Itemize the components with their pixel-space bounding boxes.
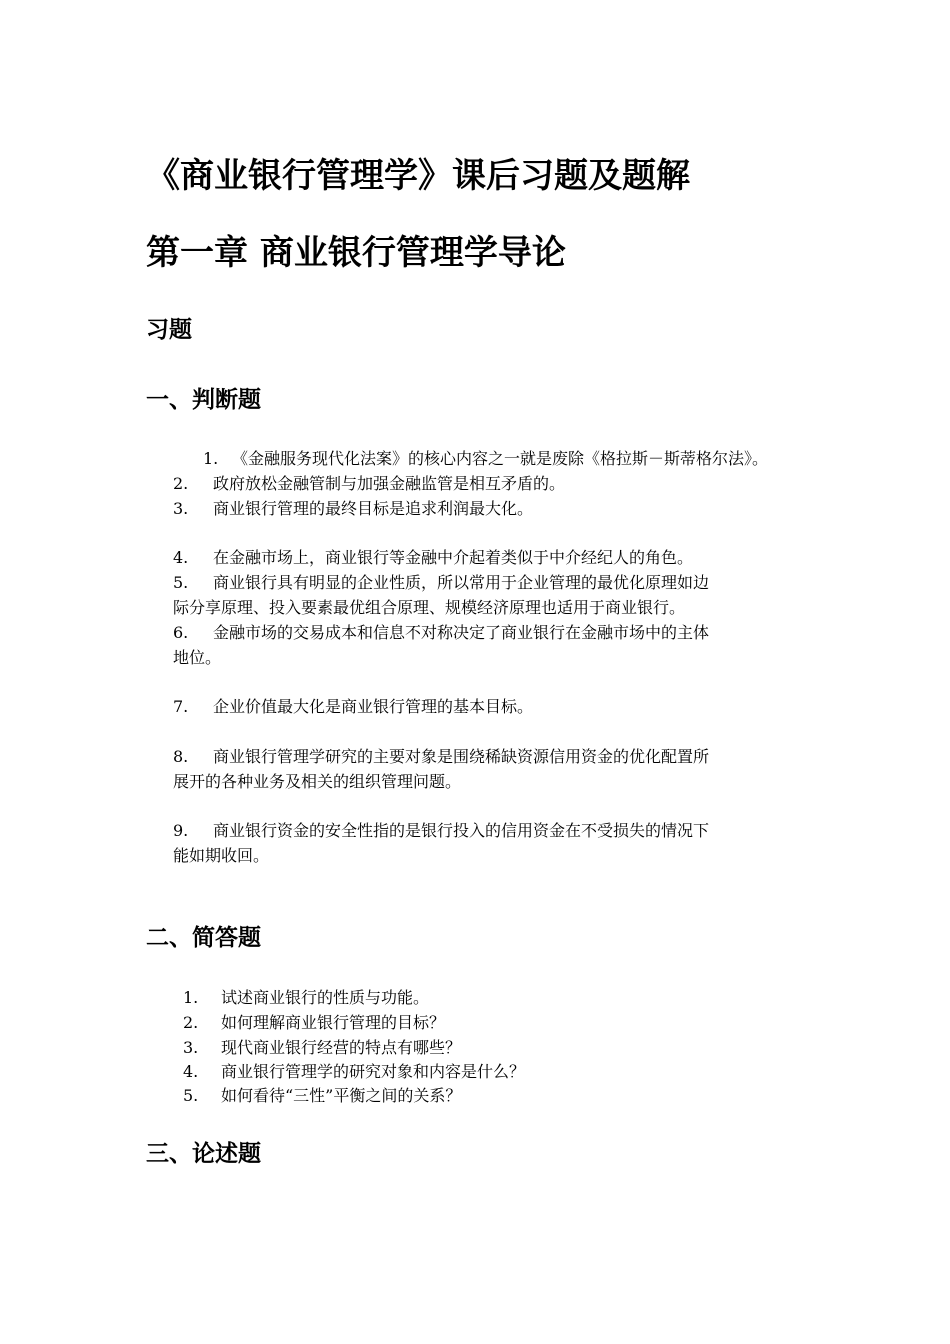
list-item-text: 在金融市场上，商业银行等金融中介起着类似于中介经纪人的角色。 bbox=[213, 548, 694, 567]
list-item bbox=[183, 1083, 461, 1108]
list-item-number: 1. bbox=[183, 988, 199, 1007]
list-item-number: 6. bbox=[173, 623, 189, 642]
list-item bbox=[173, 545, 693, 570]
list-item bbox=[173, 694, 533, 719]
list-item-number: 8. bbox=[173, 747, 189, 766]
list-item-number: 3. bbox=[183, 1038, 199, 1057]
list-item-number: 3. bbox=[173, 499, 189, 518]
list-item-text: 现代商业银行经营的特点有哪些？ bbox=[221, 1038, 462, 1057]
list-item-text-continued: 能如期收回。 bbox=[173, 846, 270, 865]
list-item bbox=[173, 744, 813, 794]
list-item-number: 5. bbox=[183, 1086, 199, 1105]
list-item bbox=[183, 1010, 445, 1035]
list-item-number: 7. bbox=[173, 697, 189, 716]
list-item-text-continued: 地位。 bbox=[173, 648, 222, 667]
list-item-number: 4. bbox=[173, 548, 189, 567]
list-item-text: 企业价值最大化是商业银行管理的基本目标。 bbox=[213, 697, 534, 716]
list-item-text-continued: 际分享原理、投入要素最优组合原理、规模经济原理也适用于商业银行。 bbox=[173, 598, 686, 617]
list-item-number: 4. bbox=[183, 1062, 199, 1081]
list-item bbox=[183, 1059, 525, 1084]
chapter-heading: 第一章 商业银行管理学导论 bbox=[146, 233, 566, 273]
list-item-text: 如何看待“三性”平衡之间的关系？ bbox=[221, 1086, 462, 1105]
list-item bbox=[183, 985, 429, 1010]
essay-heading: 三、论述题 bbox=[146, 1141, 261, 1167]
list-item bbox=[203, 446, 768, 471]
document-title: 《商业银行管理学》课后习题及题解 bbox=[146, 156, 690, 196]
list-item-number: 9. bbox=[173, 821, 189, 840]
short-answer-heading: 二、简答题 bbox=[146, 925, 261, 951]
list-item bbox=[173, 471, 565, 496]
true-false-heading: 一、判断题 bbox=[146, 387, 261, 413]
list-item-text: 《金融服务现代化法案》的核心内容之一就是废除《格拉斯－斯蒂格尔法》。 bbox=[232, 449, 769, 468]
list-item bbox=[173, 496, 533, 521]
list-item bbox=[173, 818, 813, 868]
list-item-text: 商业银行管理学的研究对象和内容是什么？ bbox=[221, 1062, 526, 1081]
exercises-heading: 习题 bbox=[146, 317, 192, 343]
list-item bbox=[173, 570, 813, 620]
list-item-text: 政府放松金融管制与加强金融监管是相互矛盾的。 bbox=[213, 474, 566, 493]
list-item bbox=[173, 620, 813, 670]
list-item-text: 试述商业银行的性质与功能。 bbox=[221, 988, 430, 1007]
list-item bbox=[183, 1035, 461, 1060]
list-item-text-continued: 展开的各种业务及相关的组织管理问题。 bbox=[173, 772, 462, 791]
list-item-number: 2. bbox=[183, 1013, 199, 1032]
list-item-text: 如何理解商业银行管理的目标？ bbox=[221, 1013, 446, 1032]
list-item-text: 商业银行管理学研究的主要对象是围绕稀缺资源信用资金的优化配置所 bbox=[213, 747, 710, 766]
list-item-number: 5. bbox=[173, 573, 189, 592]
list-item-number: 2. bbox=[173, 474, 189, 493]
list-item-text: 商业银行管理的最终目标是追求利润最大化。 bbox=[213, 499, 534, 518]
list-item-number: 1. bbox=[203, 449, 219, 468]
list-item-text: 商业银行资金的安全性指的是银行投入的信用资金在不受损失的情况下 bbox=[213, 821, 710, 840]
list-item-text: 金融市场的交易成本和信息不对称决定了商业银行在金融市场中的主体 bbox=[213, 623, 710, 642]
list-item-text: 商业银行具有明显的企业性质，所以常用于企业管理的最优化原理如边 bbox=[213, 573, 710, 592]
